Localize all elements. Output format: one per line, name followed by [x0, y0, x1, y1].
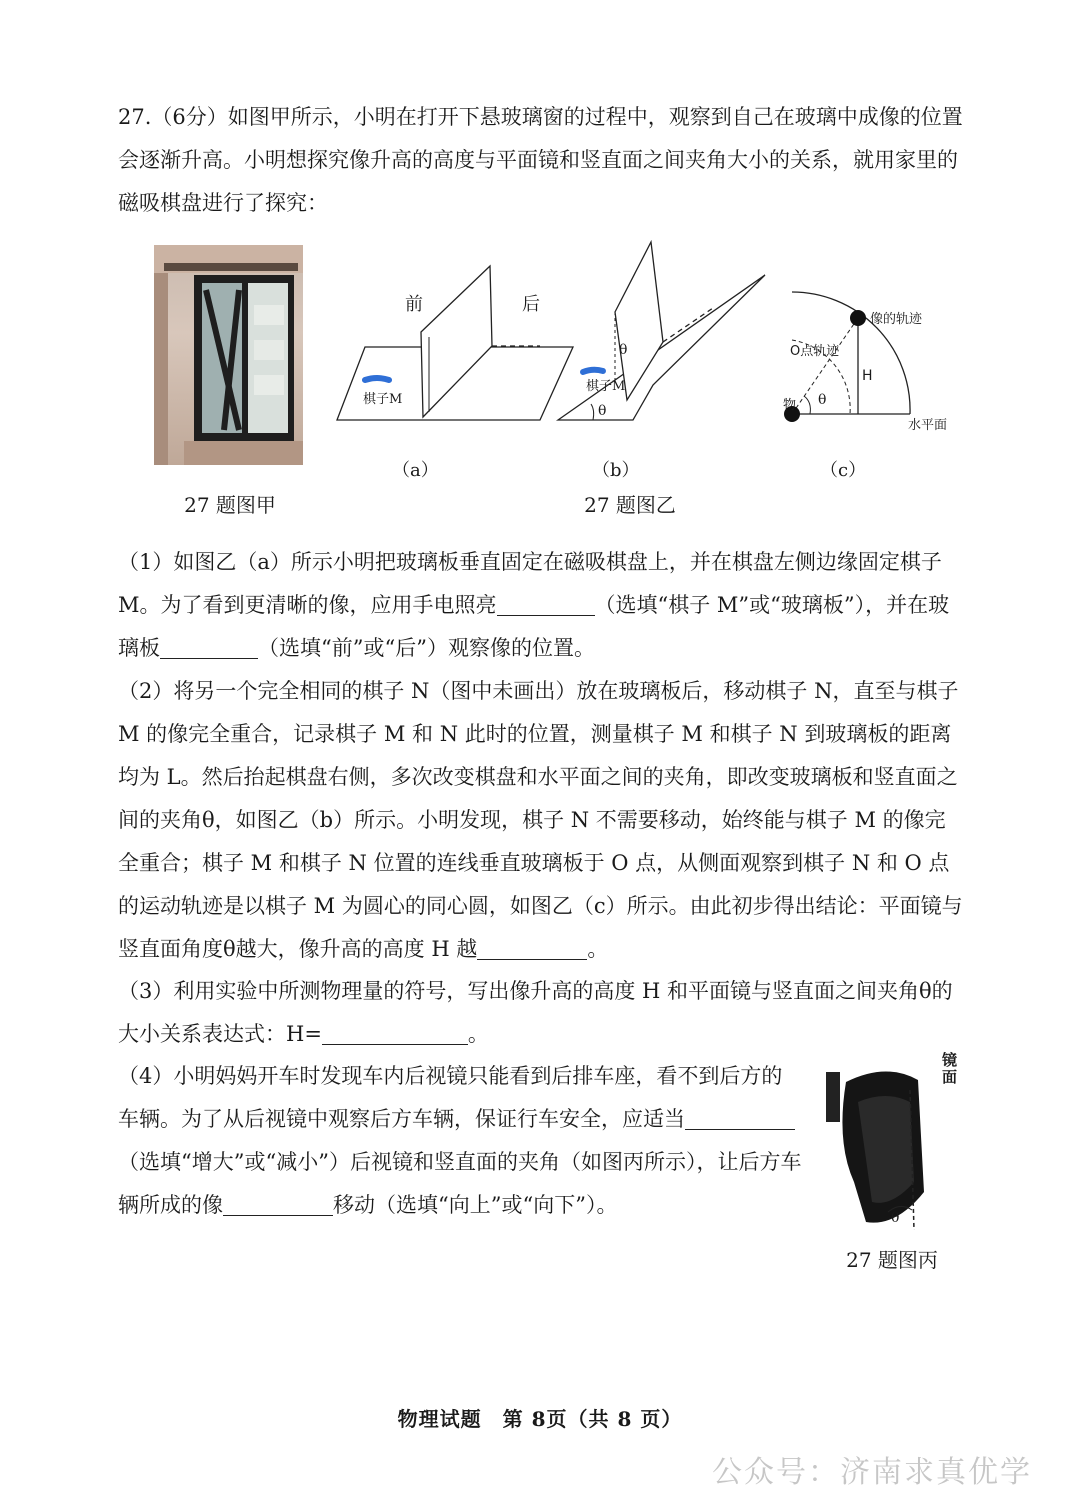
part-3-text-b: 。 — [467, 1022, 489, 1046]
part-4-text-b: （选填“增大”或“减小”）后视镜和竖直面的夹角（如图丙所示），让后方车辆所成的像 — [118, 1150, 802, 1217]
blank-6[interactable] — [223, 1189, 333, 1216]
fig-c-image-track: 像的轨迹 — [870, 312, 923, 327]
part-3 — [118, 970, 964, 1056]
fig-b-theta-top: θ — [619, 342, 628, 358]
part-1-text-c: （选填“前”或“后”）观察像的位置。 — [258, 636, 595, 660]
blank-4[interactable] — [322, 1018, 468, 1045]
fig-b-theta-bottom: θ — [598, 403, 607, 419]
window-photo — [154, 245, 303, 465]
fig-a-label: （a） — [392, 460, 439, 481]
fig-c-horizontal: 水平面 — [908, 418, 948, 433]
fig-a-front-label: 前 — [405, 294, 423, 315]
fig-b-label: （b） — [592, 460, 640, 481]
mirror-surface-label: 镜面 — [942, 1051, 958, 1086]
mirror-photo — [826, 1062, 936, 1232]
blank-5[interactable] — [685, 1103, 795, 1130]
blank-1[interactable] — [497, 589, 595, 616]
part-2 — [118, 670, 964, 971]
part-1-text-b: （选填“棋子 M”或“玻璃板”），并在玻璃板 — [118, 593, 950, 660]
blank-3[interactable] — [477, 933, 587, 960]
fig-yi-caption: 27 题图乙 — [584, 493, 676, 517]
part-2-text-b: 。 — [587, 937, 609, 961]
figure-c-diagram — [780, 290, 950, 430]
fig-c-label: （c） — [820, 460, 867, 481]
part-1-text-a: （1）如图乙（a）所示小明把玻璃板垂直固定在磁吸棋盘上，并在棋盘左侧边缘固定棋子 M。为了看到更清晰的像，应用手电照亮 — [118, 550, 942, 617]
part-4-text-c: 移动（选填“向上”或“向下”）。 — [333, 1193, 618, 1217]
fig-a-piece-label: 棋子M — [363, 392, 403, 407]
fig-c-h: H — [862, 368, 873, 384]
page-footer: 物理试题 第 8页（共 8 页） — [397, 1407, 683, 1431]
blank-2[interactable] — [160, 632, 258, 659]
fig-b-piece-label: 棋子M — [586, 379, 626, 394]
part-4-text-a: （4）小明妈妈开车时发现车内后视镜只能看到后排车座，看不到后方的车辆。为了从后视镜中观察后方车辆，保证行车安全，应适当 — [118, 1064, 783, 1131]
fig-jia-caption: 27 题图甲 — [184, 493, 276, 517]
part-3-text-a: （3）利用实验中所测物理量的符号，写出像升高的高度 H 和平面镜与竖直面之间夹角θ的大小关系表达式：H= — [118, 979, 953, 1046]
fig-bing-theta: θ — [891, 1210, 900, 1226]
part-1 — [118, 541, 964, 670]
fig-a-back-label: 后 — [522, 294, 540, 315]
fig-bing-caption: 27 题图丙 — [846, 1248, 938, 1272]
watermark: 公众号：济南求真优学 — [712, 1455, 1032, 1490]
fig-c-theta: θ — [818, 392, 827, 408]
figure-b-diagram — [553, 240, 773, 430]
part-4 — [118, 1055, 802, 1227]
fig-c-o-track: O点轨迹 — [790, 344, 840, 359]
question-intro: 27.（6分）如图甲所示，小明在打开下悬玻璃窗的过程中，观察到自己在玻璃中成像的位置会逐渐升高。小明想探究像升高的高度与平面镜和竖直面之间夹角大小的关系，就用家里的磁吸棋盘进行了探究： — [118, 105, 963, 215]
part-2-text-a: （2）将另一个完全相同的棋子 N（图中未画出）放在玻璃板后，移动棋子 N，直至与棋子 M 的像完全重合，记录棋子 M 和 N 此时的位置，测量棋子 M 和棋子 N 到玻璃板的距离均为 L。然后抬起棋盘右侧，多次改变棋盘和水平面之间的夹角，即改变玻璃板和竖直面之间的夹角θ，如图乙（b）所示。小明发现，棋子 N 不需要移动，始终能与棋子 M 的像完全重合；棋子 M 和棋子 N 位置的连线垂直玻璃板于 O 点，从侧面观察到棋子 N 和 O 点的运动轨迹是以棋子 M 为圆心的同心圆，如图乙（c）所示。由此初步得出结论：平面镜与竖直面角度θ越大，像升高的高度 H 越 — [118, 679, 963, 961]
fig-c-object: 物 — [783, 398, 797, 413]
